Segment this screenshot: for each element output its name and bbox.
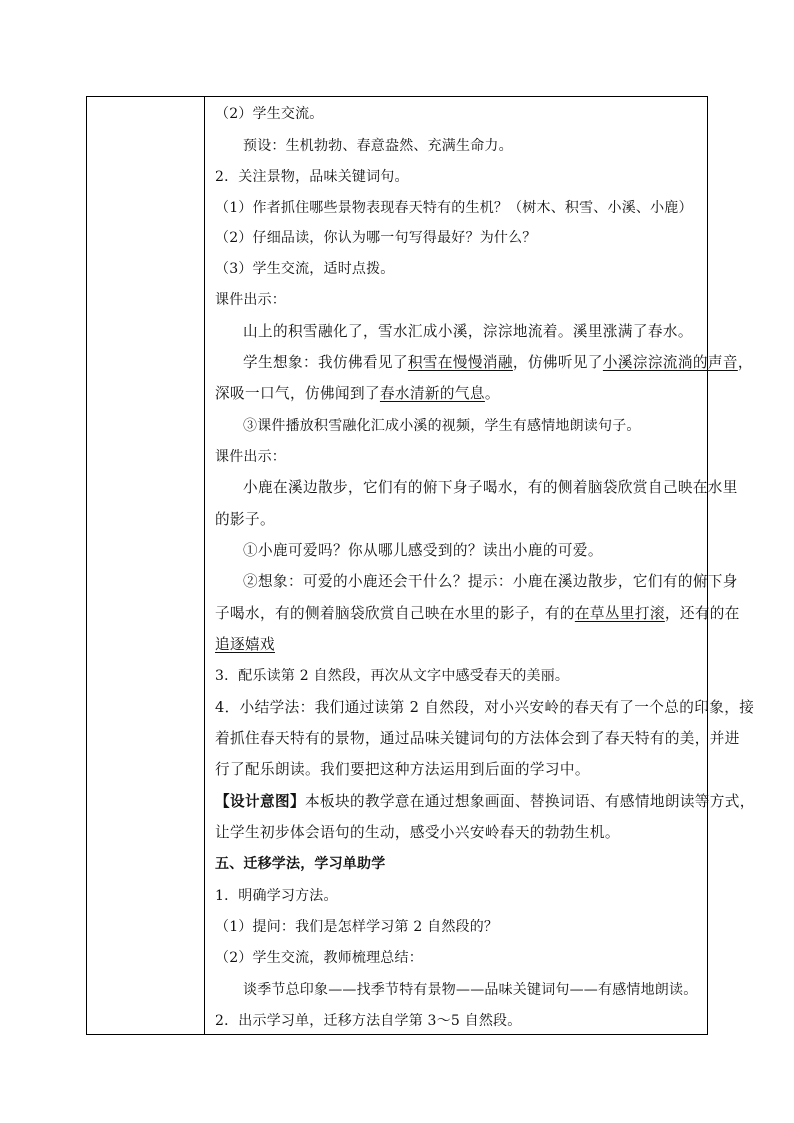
text-line: 2．出示学习单，迁移方法自学第 3～5 自然段。 (215, 1013, 522, 1029)
text-line (205, 384, 707, 404)
text-line: （2）学生交流，教师梳理总结： (215, 950, 423, 966)
text-line: 3．配乐读第 2 自然段，再次从文字中感受春天的美丽。 (215, 668, 570, 684)
text-line: （3）学生交流，适时点拨。 (215, 261, 395, 277)
lesson-plan-table (86, 96, 755, 1035)
text-segment: ，还有的在 (664, 605, 740, 622)
text-line (205, 792, 755, 812)
text-line: 预设：生机勃勃、春意盎然、充满生命力。 (243, 138, 513, 154)
text-line: （2）仔细品读，你认为哪一句写得最好？为什么？ (215, 230, 537, 246)
text-line (205, 604, 740, 624)
text-line: 课件出示： (215, 449, 286, 465)
underlined-phrase: 春水清新的气息 (379, 385, 485, 402)
text-line: 山上的积雪融化了，雪水汇成小溪，淙淙地流着。溪里涨满了春水。 (243, 323, 693, 340)
table-content-cell (205, 97, 755, 1034)
table-left-column (87, 97, 205, 1034)
text-line: 谈季节总印象——找季节特有景物——品味关键词句——有感情地朗读。 (243, 982, 698, 998)
text-line: 着抓住春天特有的景物，通过品味关键词句的方法体会到了春天特有的美，并进 (215, 730, 740, 747)
text-line: ②想象：可爱的小鹿还会干什么？提示：小鹿在溪边散步，它们有的俯下身 (243, 573, 738, 590)
text-line: 行了配乐朗读。我们要把这种方法运用到后面的学习中。 (215, 761, 590, 778)
text-line: 2．关注景物，品味关键词句。 (215, 169, 409, 185)
underlined-phrase: 追逐嬉戏 (215, 636, 275, 653)
text-line: ③课件播放积雪融化汇成小溪的视频，学生有感情地朗读句子。 (243, 418, 641, 434)
text-line: 1．明确学习方法。 (215, 888, 338, 904)
text-line: 小鹿在溪边散步，它们有的俯下身子喝水，有的侧着脑袋欣赏自己映在水里 (243, 479, 738, 496)
text-line: （2）学生交流。 (215, 106, 324, 122)
section-heading: 五、迁移学法，学习单助学 (215, 856, 386, 872)
text-line: 让学生初步体会语句的生动，感受小兴安岭春天的勃勃生机。 (215, 824, 620, 841)
text-line: ①小鹿可爱吗？你从哪儿感受到的？读出小鹿的可爱。 (243, 542, 603, 559)
text-segment: ，仿佛听见了 (512, 354, 603, 371)
text-line (205, 353, 753, 373)
text-line (205, 635, 707, 655)
text-line: 课件出示： (215, 292, 286, 308)
text-segment: 本板块的教学意在通过想象画面、替换词语、有感情地朗读等方式， (304, 793, 755, 810)
underlined-phrase: 积雪在慢慢消融 (407, 354, 513, 371)
text-line: 的影子。 (215, 511, 275, 528)
text-line: 4．小结学法：我们通过读第 2 自然段，对小兴安岭的春天有了一个总的印象，接 (215, 699, 755, 716)
text-segment: 深吸一口气，仿佛闻到了 (215, 385, 380, 402)
design-intent-label: 【设计意图】 (215, 793, 305, 810)
underlined-phrase: 在草丛里打滚 (574, 605, 665, 622)
text-segment: 子喝水，有的侧着脑袋欣赏自己映在水里的影子，有的 (215, 605, 575, 622)
text-line: （1）作者抓住哪些景物表现春天特有的生机？（树木、积雪、小溪、小鹿） (215, 200, 693, 216)
text-line: （1）提问：我们是怎样学习第 2 自然段的？ (215, 919, 499, 935)
text-segment: 。 (484, 385, 500, 402)
text-segment: ， (737, 354, 753, 371)
underlined-phrase: 小溪淙淙流淌的声音 (602, 354, 738, 371)
text-segment: 学生想象：我仿佛看见了 (243, 354, 408, 371)
